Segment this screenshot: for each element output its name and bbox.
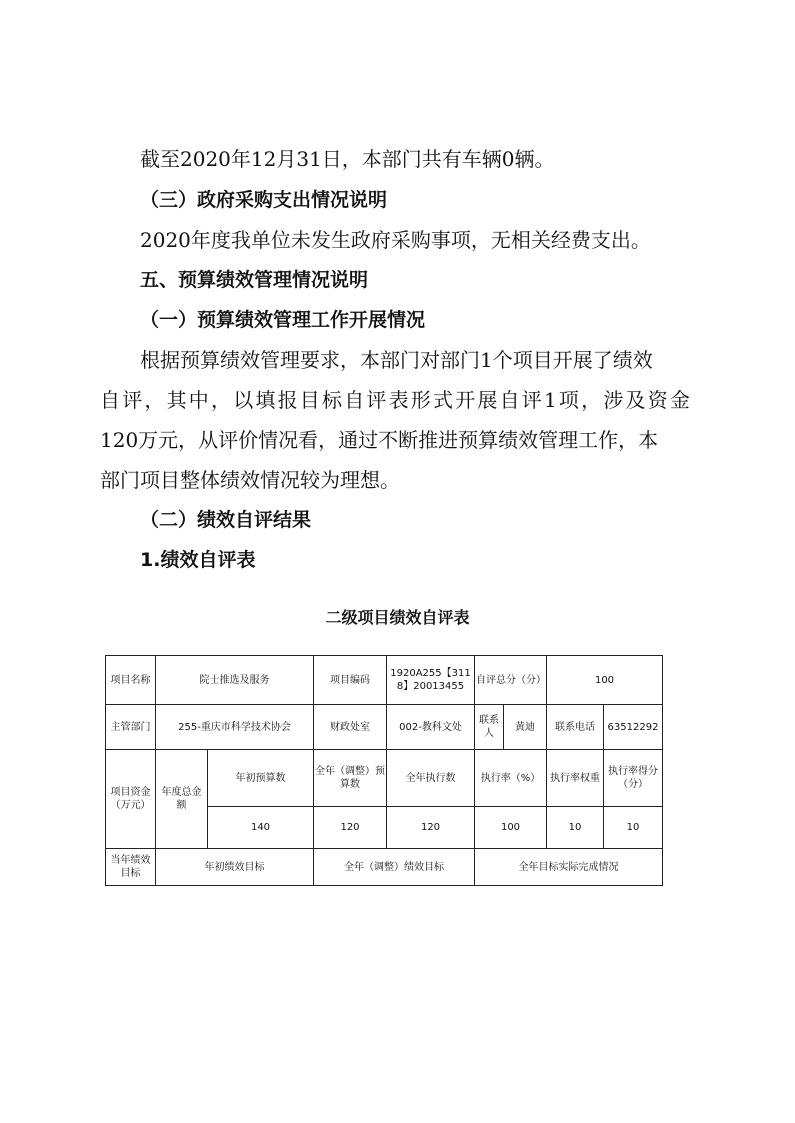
project-code-value: 1920A255【3118】20013455 — [387, 656, 475, 705]
project-code-label: 项目编码 — [314, 656, 387, 705]
funds-header: 执行率权重 — [547, 750, 604, 807]
score-value: 100 — [547, 656, 663, 705]
performance-paragraph-line-1: 根据预算绩效管理要求，本部门对部门1个项目开展了绩效 — [140, 348, 653, 372]
annual-amount-label: 年度总金额 — [156, 750, 208, 849]
funds-value: 10 — [547, 807, 604, 849]
funds-label: 项目资金（万元） — [106, 750, 156, 849]
table-row — [106, 705, 663, 750]
goals-label: 当年绩效目标 — [106, 849, 156, 886]
office-value: 002-教科文处 — [387, 705, 475, 750]
performance-paragraph-line-4: 部门项目整体绩效情况较为理想。 — [100, 468, 400, 492]
performance-table — [105, 655, 663, 886]
funds-header: 执行率（%） — [475, 750, 547, 807]
office-label: 财政处室 — [314, 705, 387, 750]
contact-label: 联系人 — [475, 705, 504, 750]
phone-label: 联系电话 — [547, 705, 604, 750]
result-heading: （二）绩效自评结果 — [140, 509, 312, 531]
procurement-heading: （三）政府采购支出情况说明 — [140, 189, 388, 211]
goals-initial: 年初绩效目标 — [156, 849, 314, 886]
contact-value: 黄迪 — [504, 705, 547, 750]
performance-paragraph-line-3: 120万元，从评价情况看，通过不断推进预算绩效管理工作，本 — [100, 428, 659, 452]
table-section-heading: 1.绩效自评表 — [140, 549, 256, 571]
funds-value: 100 — [475, 807, 547, 849]
performance-work-heading: （一）预算绩效管理工作开展情况 — [140, 309, 426, 331]
phone-value: 63512292 — [604, 705, 663, 750]
funds-header: 执行率得分（分） — [604, 750, 663, 807]
goals-actual: 全年目标实际完成情况 — [475, 849, 663, 886]
procurement-paragraph: 2020年度我单位未发生政府采购事项，无相关经费支出。 — [140, 228, 651, 252]
dept-label: 主管部门 — [106, 705, 156, 750]
funds-value: 120 — [387, 807, 475, 849]
funds-value: 10 — [604, 807, 663, 849]
score-label: 自评总分（分） — [475, 656, 547, 705]
vehicle-paragraph: 截至2020年12月31日，本部门共有车辆0辆。 — [140, 147, 555, 171]
funds-value: 120 — [314, 807, 387, 849]
funds-header: 年初预算数 — [208, 750, 314, 807]
performance-paragraph-line-2: 自评，其中，以填报目标自评表形式开展自评1项，涉及资金 — [100, 388, 693, 412]
dept-value: 255-重庆市科学技术协会 — [156, 705, 314, 750]
project-name-value: 院士推选及服务 — [156, 656, 314, 705]
funds-header: 全年（调整）预算数 — [314, 750, 387, 807]
project-name-label: 项目名称 — [106, 656, 156, 705]
table-row — [106, 750, 663, 807]
table-row — [106, 656, 663, 705]
funds-value: 140 — [208, 807, 314, 849]
goals-adjusted: 全年（调整）绩效目标 — [314, 849, 475, 886]
table-row — [106, 849, 663, 886]
performance-heading: 五、预算绩效管理情况说明 — [140, 269, 369, 291]
table-title: 二级项目绩效自评表 — [325, 608, 470, 627]
funds-header: 全年执行数 — [387, 750, 475, 807]
